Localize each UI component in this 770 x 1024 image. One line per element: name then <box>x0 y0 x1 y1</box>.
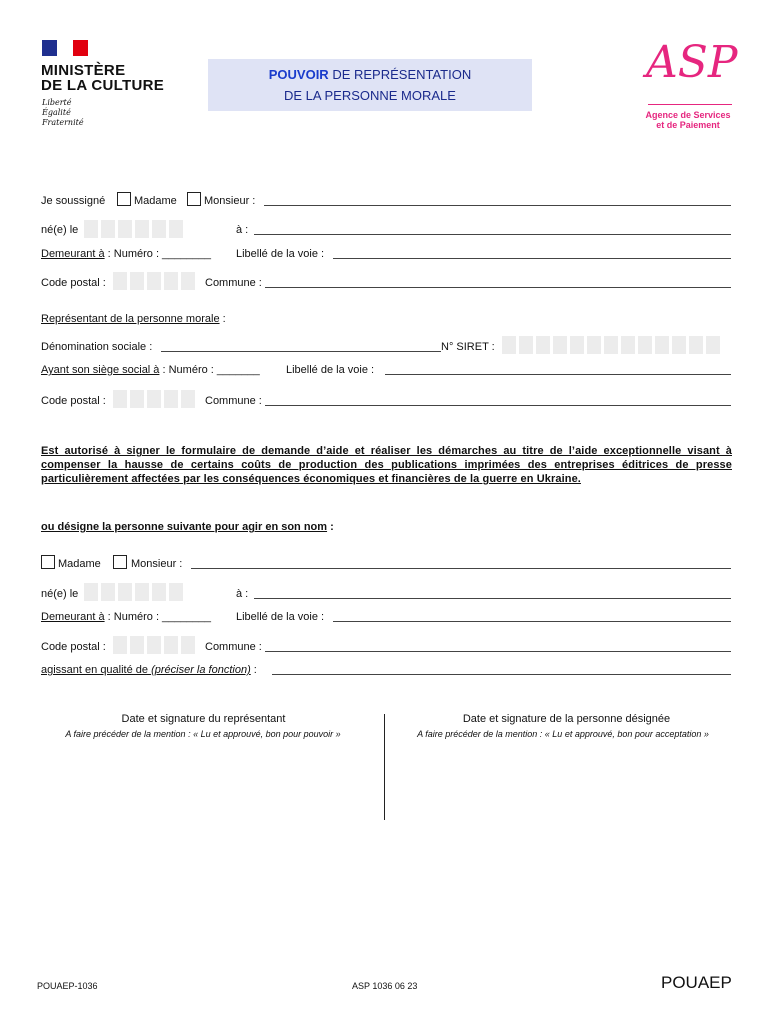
nee-le-label: né(e) le <box>41 224 79 236</box>
siege-commune-field[interactable] <box>265 405 731 406</box>
designee-nee-le-label: né(e) le <box>41 588 79 600</box>
demeurant-label: Demeurant à : Numéro : ________ <box>41 248 211 260</box>
designee-monsieur-checkbox[interactable] <box>113 555 127 569</box>
designee-monsieur-label: Monsieur : <box>131 558 183 570</box>
siret-cells[interactable] <box>502 336 720 354</box>
document-title: POUVOIR DE REPRÉSENTATION DE LA PERSONNE MORALE <box>208 59 532 111</box>
designee-birth-place-field[interactable] <box>254 598 731 599</box>
siege-postal-code-label: Code postal : <box>41 395 106 407</box>
republic-motto: Liberté Égalité Fraternité <box>42 98 84 127</box>
je-soussigne-label: Je soussigné <box>41 195 106 207</box>
designee-madame-checkbox[interactable] <box>41 555 55 569</box>
designee-postal-code-cells[interactable] <box>113 636 195 654</box>
birth-place-label: à : <box>236 224 249 236</box>
ministry-name: MINISTÈRE DE LA CULTURE <box>41 62 165 94</box>
commune-label: Commune : <box>205 277 262 289</box>
siege-label: Ayant son siège social à : Numéro : _______ <box>41 364 260 376</box>
designee-commune-label: Commune : <box>205 641 262 653</box>
designee-postal-code-label: Code postal : <box>41 641 106 653</box>
monsieur-label: Monsieur : <box>204 195 256 207</box>
designee-name-field[interactable] <box>191 568 731 569</box>
postal-code-cells[interactable] <box>113 272 195 290</box>
footer-form-id: POUAEP <box>661 973 732 992</box>
authorization-paragraph: Est autorisé à signer le formulaire de demande d’aide et réaliser les démarches au titre de l’aide exceptionnelle visant à compenser la hausse de certains coûts de production des publications imprimées des entreprises éditrices de presse particulièrement affectées par les conséquences économiques et financières de la guerre en Ukraine. <box>41 445 732 485</box>
representative-signature-mention: A faire précéder de la mention : « Lu et approuvé, bon pour pouvoir » <box>65 729 341 739</box>
footer-reference: ASP 1036 06 23 <box>352 981 418 991</box>
function-label: agissant en qualité de (préciser la fonction) : <box>41 664 257 676</box>
designee-demeurant-label: Demeurant à : Numéro : ________ <box>41 611 211 623</box>
asp-subtitle: Agence de Services et de Paiement <box>645 110 731 130</box>
madame-label: Madame <box>134 195 177 207</box>
representative-signature-title: Date et signature du représentant <box>121 713 286 725</box>
street-field[interactable] <box>333 258 731 259</box>
asp-logo-divider <box>648 104 732 105</box>
denomination-field[interactable] <box>161 351 441 352</box>
footer-form-code: POUAEP-1036 <box>37 981 98 991</box>
representant-heading: Représentant de la personne morale : <box>41 313 226 325</box>
birth-place-field[interactable] <box>254 234 731 235</box>
republic-flag-logo <box>42 40 88 56</box>
designee-signature-mention: A faire précéder de la mention : « Lu et approuvé, bon pour acceptation » <box>417 729 709 739</box>
designee-madame-label: Madame <box>58 558 101 570</box>
siege-street-field[interactable] <box>385 374 731 375</box>
street-label: Libellé de la voie : <box>236 248 325 260</box>
designee-birth-place-label: à : <box>236 588 249 600</box>
designee-heading: ou désigne la personne suivante pour agir en son nom : <box>41 521 334 533</box>
denomination-label: Dénomination sociale : <box>41 341 153 353</box>
designee-street-field[interactable] <box>333 621 731 622</box>
signature-divider <box>384 714 385 820</box>
asp-logo: ASP <box>646 37 738 88</box>
commune-field[interactable] <box>265 287 731 288</box>
siege-street-label: Libellé de la voie : <box>286 364 375 376</box>
monsieur-checkbox[interactable] <box>187 192 201 206</box>
designee-street-label: Libellé de la voie : <box>236 611 325 623</box>
name-field[interactable] <box>264 205 731 206</box>
designee-commune-field[interactable] <box>265 651 731 652</box>
siege-postal-code-cells[interactable] <box>113 390 195 408</box>
designee-birth-date-cells[interactable] <box>84 583 183 601</box>
designee-signature-title: Date et signature de la personne désignée <box>462 713 671 725</box>
function-field[interactable] <box>272 674 731 675</box>
postal-code-label: Code postal : <box>41 277 106 289</box>
siege-commune-label: Commune : <box>205 395 262 407</box>
madame-checkbox[interactable] <box>117 192 131 206</box>
siret-label: N° SIRET : <box>441 341 495 353</box>
birth-date-cells[interactable] <box>84 220 183 238</box>
